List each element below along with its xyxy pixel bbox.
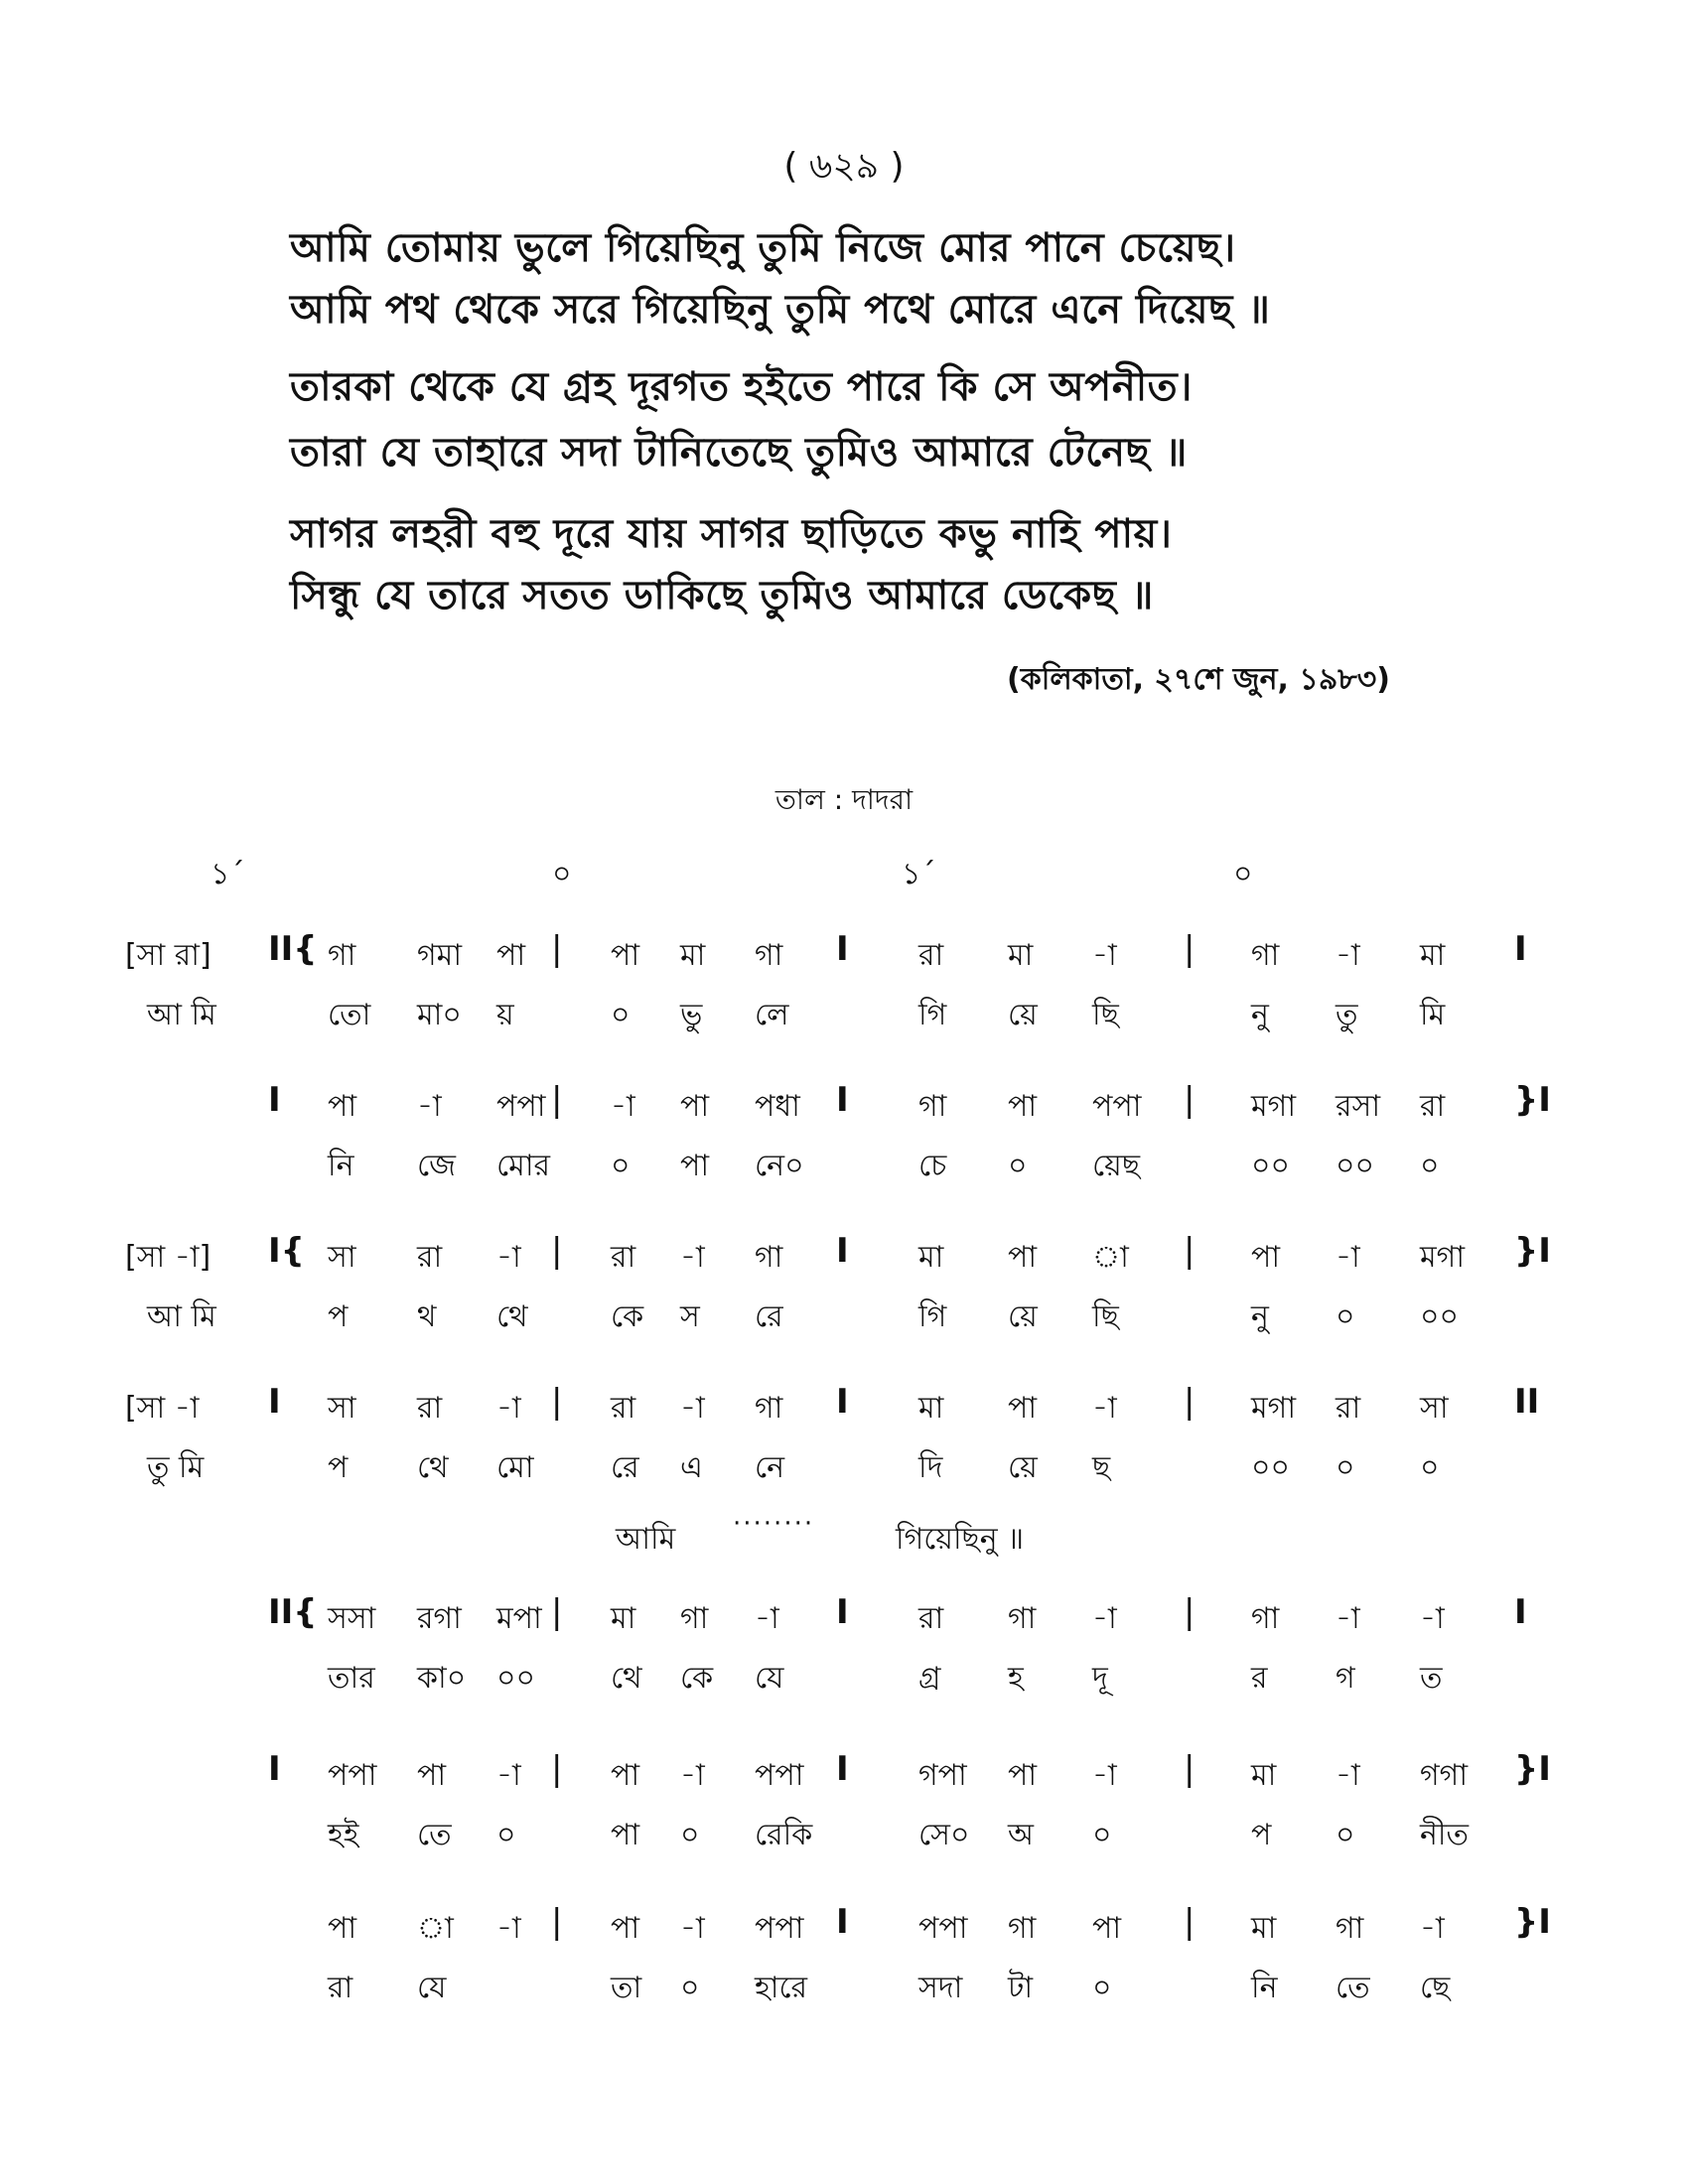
lyric-syllable: নু bbox=[1251, 1299, 1269, 1334]
note: মগা bbox=[1251, 1391, 1297, 1426]
beat-marker-4: ০ bbox=[1233, 857, 1253, 891]
note: -া bbox=[1092, 938, 1117, 973]
note: গমা bbox=[417, 938, 463, 973]
note: গা bbox=[918, 1089, 947, 1124]
half-bar: | bbox=[551, 1382, 563, 1422]
beat-marker-1: ১´ bbox=[211, 857, 245, 891]
row-open-bar: I bbox=[268, 1749, 281, 1789]
lyric-syllable: ০০ bbox=[1251, 1149, 1291, 1183]
note: -া bbox=[680, 1240, 705, 1275]
note: গগা bbox=[1420, 1758, 1469, 1793]
lyric-syllable: কে bbox=[680, 1661, 714, 1696]
lyric-syllable: জে bbox=[417, 1149, 457, 1183]
lyric-syllable: ছ bbox=[1092, 1450, 1111, 1485]
half-bar: | bbox=[1184, 1382, 1196, 1422]
single-bar: I bbox=[836, 929, 849, 969]
lyric-syllable: ০০ bbox=[1336, 1149, 1375, 1183]
note: -া bbox=[496, 1911, 521, 1946]
lyric-syllable: নে bbox=[755, 1450, 785, 1485]
lyric-syllable: ছি bbox=[1092, 1299, 1119, 1334]
note: া bbox=[1092, 1240, 1129, 1275]
note: -া bbox=[496, 1240, 521, 1275]
lyric-syllable: কা০ bbox=[417, 1661, 467, 1696]
row-open-bar: II{ bbox=[268, 1592, 318, 1632]
lyric-syllable: য়ে bbox=[1008, 1450, 1038, 1485]
lyric-syllable: ০০ bbox=[496, 1661, 536, 1696]
lyric-syllable: রে bbox=[611, 1450, 639, 1485]
note: া bbox=[417, 1911, 454, 1946]
note: মা bbox=[1008, 938, 1034, 973]
note: পা bbox=[611, 1758, 640, 1793]
lyric-syllable: ০ bbox=[680, 1818, 700, 1852]
lyric-syllable: য়েছ bbox=[1092, 1149, 1141, 1183]
note: -া bbox=[755, 1601, 779, 1636]
note: গা bbox=[755, 1240, 783, 1275]
lyric-syllable: য়ে bbox=[1008, 1299, 1038, 1334]
note: রগা bbox=[417, 1601, 462, 1636]
note: মগা bbox=[1420, 1240, 1466, 1275]
note: মা bbox=[680, 938, 706, 973]
lyric-syllable: ০ bbox=[1336, 1818, 1355, 1852]
lyric-syllable: মা০ bbox=[417, 998, 462, 1032]
lyric-syllable: কে bbox=[611, 1299, 644, 1334]
single-bar: I bbox=[836, 1592, 849, 1632]
note: -া bbox=[680, 1758, 705, 1793]
lyric-line-6: সিন্ধু যে তারে সতত ডাকিছে তুমিও আমারে ডেকেছ ॥ bbox=[290, 573, 1154, 618]
note: -া bbox=[1336, 938, 1360, 973]
note: গা bbox=[1336, 1911, 1364, 1946]
taal-label: তাল : দাদরা bbox=[774, 783, 914, 816]
row-close-bar: }I bbox=[1514, 1902, 1551, 1942]
note: মা bbox=[1251, 1758, 1277, 1793]
lyric-syllable: দি bbox=[918, 1450, 943, 1485]
lyric-syllable: স bbox=[680, 1299, 700, 1334]
note: সা bbox=[328, 1240, 356, 1275]
lyric-syllable: মো bbox=[496, 1450, 534, 1485]
song-number: ( ৬২৯ ) bbox=[783, 146, 905, 187]
lyric-syllable: হই bbox=[328, 1818, 359, 1852]
note: -া bbox=[680, 1391, 705, 1426]
lyric-syllable: ত bbox=[1420, 1661, 1443, 1696]
lyric-syllable: ০ bbox=[1336, 1450, 1355, 1485]
lyric-syllable: টা bbox=[1008, 1971, 1034, 2005]
note: গা bbox=[1008, 1911, 1037, 1946]
lyric-syllable: ০ bbox=[496, 1818, 516, 1852]
note: গা bbox=[755, 1391, 783, 1426]
note: পা bbox=[1008, 1391, 1038, 1426]
lyric-syllable: ছে bbox=[1420, 1971, 1451, 2005]
lyric-syllable: ০ bbox=[1092, 1971, 1112, 2005]
refrain-end: গিয়েছিনু ॥ bbox=[896, 1522, 1025, 1557]
lyric-syllable: যে bbox=[417, 1971, 447, 2005]
lyric-syllable: গি bbox=[918, 998, 947, 1032]
half-bar: | bbox=[551, 1231, 563, 1271]
note: রা bbox=[611, 1391, 636, 1426]
single-bar: I bbox=[836, 1902, 849, 1942]
single-bar: I bbox=[836, 1382, 849, 1422]
lyric-syllable: অ bbox=[1008, 1818, 1034, 1852]
single-bar: I bbox=[836, 1231, 849, 1271]
lyric-syllable: ছি bbox=[1092, 998, 1119, 1032]
lyric-syllable: তে bbox=[417, 1818, 452, 1852]
note: -া bbox=[1092, 1391, 1117, 1426]
half-bar: | bbox=[1184, 929, 1196, 969]
note: রা bbox=[1336, 1391, 1361, 1426]
lyric-syllable: থে bbox=[496, 1299, 528, 1334]
lyric-syllable: তু bbox=[1336, 998, 1358, 1032]
note: -া bbox=[1420, 1601, 1445, 1636]
row-close-bar: II bbox=[1514, 1382, 1540, 1422]
lyric-syllable: ০ bbox=[1092, 1818, 1112, 1852]
row-open-bar: I bbox=[268, 1080, 281, 1120]
lyric-syllable: তা bbox=[611, 1971, 642, 2005]
single-bar: I bbox=[836, 1080, 849, 1120]
lyric-syllable: সে০ bbox=[918, 1818, 970, 1852]
lyric-syllable: নে০ bbox=[755, 1149, 804, 1183]
row-prefix-notes: [সা -া] bbox=[125, 1240, 211, 1275]
lyric-syllable: হ bbox=[1008, 1661, 1024, 1696]
lyric-syllable: ০ bbox=[680, 1971, 700, 2005]
lyric-syllable: মোর bbox=[496, 1149, 551, 1183]
note: মা bbox=[1420, 938, 1446, 973]
note: পা bbox=[611, 1911, 640, 1946]
note: পধা bbox=[755, 1089, 800, 1124]
note: -া bbox=[611, 1089, 635, 1124]
lyric-line-2: আমি পথ থেকে সরে গিয়েছিনু তুমি পথে মোরে এনে দিয়েছ ॥ bbox=[290, 287, 1271, 333]
lyric-syllable: নু bbox=[1251, 998, 1269, 1032]
half-bar: | bbox=[1184, 1080, 1196, 1120]
lyric-syllable: গ bbox=[1336, 1661, 1355, 1696]
row-prefix-lyric: আ মি bbox=[147, 998, 216, 1032]
lyric-syllable: ০ bbox=[1420, 1149, 1440, 1183]
lyric-syllable: পা bbox=[680, 1149, 710, 1183]
half-bar: | bbox=[551, 1592, 563, 1632]
half-bar: | bbox=[1184, 1231, 1196, 1271]
refrain-dots: ········ bbox=[733, 1509, 815, 1539]
lyric-syllable: রেকি bbox=[755, 1818, 813, 1852]
lyric-syllable: ০ bbox=[1420, 1450, 1440, 1485]
note: রা bbox=[417, 1391, 443, 1426]
note: পা bbox=[328, 1911, 357, 1946]
note: পপা bbox=[755, 1911, 804, 1946]
note: পা bbox=[1008, 1758, 1038, 1793]
lyric-syllable: থে bbox=[417, 1450, 449, 1485]
lyric-syllable: থ bbox=[417, 1299, 437, 1334]
note: রা bbox=[417, 1240, 443, 1275]
row-close-bar: I bbox=[1514, 929, 1527, 969]
note: পা bbox=[496, 938, 526, 973]
note: রা bbox=[918, 1601, 944, 1636]
lyric-line-3: তারকা থেকে যে গ্রহ দূরগত হইতে পারে কি সে অপনীত। bbox=[290, 364, 1193, 410]
lyric-syllable: দূ bbox=[1092, 1661, 1108, 1696]
note: পপা bbox=[918, 1911, 968, 1946]
note: পা bbox=[328, 1089, 357, 1124]
note: পপা bbox=[755, 1758, 804, 1793]
lyric-syllable: তার bbox=[328, 1661, 375, 1696]
lyric-syllable: পা bbox=[611, 1818, 640, 1852]
refrain-start: আমি bbox=[616, 1522, 676, 1557]
note: রা bbox=[1420, 1089, 1446, 1124]
half-bar: | bbox=[551, 929, 563, 969]
note: পপা bbox=[1092, 1089, 1142, 1124]
row-prefix-lyric: আ মি bbox=[147, 1299, 216, 1334]
note: -া bbox=[496, 1758, 521, 1793]
lyric-syllable: ০০ bbox=[1251, 1450, 1291, 1485]
lyric-syllable: গি bbox=[918, 1299, 947, 1334]
row-prefix-notes: [সা -া bbox=[125, 1391, 200, 1426]
lyric-line-4: তারা যে তাহারে সদা টানিতেছে তুমিও আমারে টেনেছ ॥ bbox=[290, 430, 1188, 476]
single-bar: I bbox=[836, 1749, 849, 1789]
half-bar: | bbox=[1184, 1592, 1196, 1632]
note: গপা bbox=[918, 1758, 967, 1793]
row-close-bar: }I bbox=[1514, 1080, 1551, 1120]
note: -া bbox=[680, 1911, 705, 1946]
row-open-bar: I bbox=[268, 1382, 281, 1422]
note: পা bbox=[417, 1758, 447, 1793]
note: গা bbox=[680, 1601, 709, 1636]
half-bar: | bbox=[551, 1749, 563, 1789]
row-close-bar: I bbox=[1514, 1592, 1527, 1632]
lyric-syllable: হারে bbox=[755, 1971, 808, 2005]
lyric-syllable: সদা bbox=[918, 1971, 963, 2005]
note: -া bbox=[1420, 1911, 1445, 1946]
lyric-syllable: মি bbox=[1420, 998, 1446, 1032]
row-prefix-notes: [সা রা] bbox=[125, 938, 211, 973]
note: -া bbox=[417, 1089, 442, 1124]
lyric-line-1: আমি তোমায় ভুলে গিয়েছিনু তুমি নিজে মোর পানে চেয়েছ। bbox=[290, 225, 1236, 271]
beat-marker-2: ০ bbox=[552, 857, 572, 891]
lyric-syllable: ০ bbox=[1008, 1149, 1028, 1183]
note: মা bbox=[1251, 1911, 1277, 1946]
lyric-syllable: এ bbox=[680, 1450, 703, 1485]
note: মগা bbox=[1251, 1089, 1297, 1124]
lyric-syllable: রে bbox=[755, 1299, 783, 1334]
note: পা bbox=[611, 938, 640, 973]
lyric-syllable: থে bbox=[611, 1661, 642, 1696]
note: -া bbox=[496, 1391, 521, 1426]
note: গা bbox=[328, 938, 356, 973]
lyric-syllable: তে bbox=[1336, 1971, 1370, 2005]
note: রা bbox=[611, 1240, 636, 1275]
note: পা bbox=[1251, 1240, 1281, 1275]
row-close-bar: }I bbox=[1514, 1231, 1551, 1271]
note: গা bbox=[1251, 1601, 1280, 1636]
note: সা bbox=[1420, 1391, 1449, 1426]
note: পা bbox=[1008, 1089, 1038, 1124]
lyric-syllable: নি bbox=[328, 1149, 354, 1183]
lyric-syllable: তো bbox=[328, 998, 371, 1032]
note: পা bbox=[680, 1089, 710, 1124]
note: -া bbox=[1336, 1758, 1360, 1793]
note: মা bbox=[918, 1240, 944, 1275]
lyric-syllable: প bbox=[328, 1299, 349, 1334]
note: মা bbox=[611, 1601, 636, 1636]
note: গা bbox=[755, 938, 783, 973]
note: সা bbox=[328, 1391, 356, 1426]
row-open-bar: I{ bbox=[268, 1231, 305, 1271]
note: গা bbox=[1251, 938, 1280, 973]
lyric-syllable: প bbox=[1251, 1818, 1272, 1852]
lyric-syllable: নীত bbox=[1420, 1818, 1469, 1852]
lyric-syllable: ভু bbox=[680, 998, 703, 1032]
lyric-syllable: নি bbox=[1251, 1971, 1278, 2005]
beat-marker-3: ১´ bbox=[902, 857, 936, 891]
note: পপা bbox=[496, 1089, 546, 1124]
note: পা bbox=[1092, 1911, 1122, 1946]
note: রসা bbox=[1336, 1089, 1381, 1124]
row-close-bar: }I bbox=[1514, 1749, 1551, 1789]
lyric-syllable: ০০ bbox=[1420, 1299, 1460, 1334]
lyric-syllable: লে bbox=[755, 998, 789, 1032]
lyric-syllable: যে bbox=[755, 1661, 784, 1696]
lyric-syllable: র bbox=[1251, 1661, 1268, 1696]
lyric-syllable: ০ bbox=[611, 998, 631, 1032]
half-bar: | bbox=[1184, 1749, 1196, 1789]
lyric-syllable: ০ bbox=[1336, 1299, 1355, 1334]
lyric-syllable: য় bbox=[496, 998, 514, 1032]
lyric-syllable: প bbox=[328, 1450, 349, 1485]
half-bar: | bbox=[551, 1080, 563, 1120]
lyric-syllable: গ্র bbox=[918, 1661, 941, 1696]
note: -া bbox=[1092, 1758, 1117, 1793]
note: -া bbox=[1336, 1240, 1360, 1275]
row-open-bar: II{ bbox=[268, 929, 318, 969]
note: গা bbox=[1008, 1601, 1037, 1636]
half-bar: | bbox=[551, 1902, 563, 1942]
note: -া bbox=[1092, 1601, 1117, 1636]
note: রা bbox=[918, 938, 944, 973]
note: মা bbox=[918, 1391, 944, 1426]
lyric-line-5: সাগর লহরী বহু দূরে যায় সাগর ছাড়িতে কভু নাহি পায়। bbox=[290, 511, 1173, 557]
lyric-syllable: ০ bbox=[611, 1149, 631, 1183]
lyric-syllable: চে bbox=[918, 1149, 947, 1183]
note: পা bbox=[1008, 1240, 1038, 1275]
note: সসা bbox=[328, 1601, 376, 1636]
half-bar: | bbox=[1184, 1902, 1196, 1942]
lyric-syllable: রা bbox=[328, 1971, 353, 2005]
note: -া bbox=[1336, 1601, 1360, 1636]
note: মপা bbox=[496, 1601, 542, 1636]
date-line: (কলিকাতা, ২৭শে জুন, ১৯৮৩) bbox=[1007, 662, 1390, 697]
note: পপা bbox=[328, 1758, 377, 1793]
lyric-syllable: য়ে bbox=[1008, 998, 1038, 1032]
row-prefix-lyric: তু মি bbox=[147, 1450, 205, 1485]
